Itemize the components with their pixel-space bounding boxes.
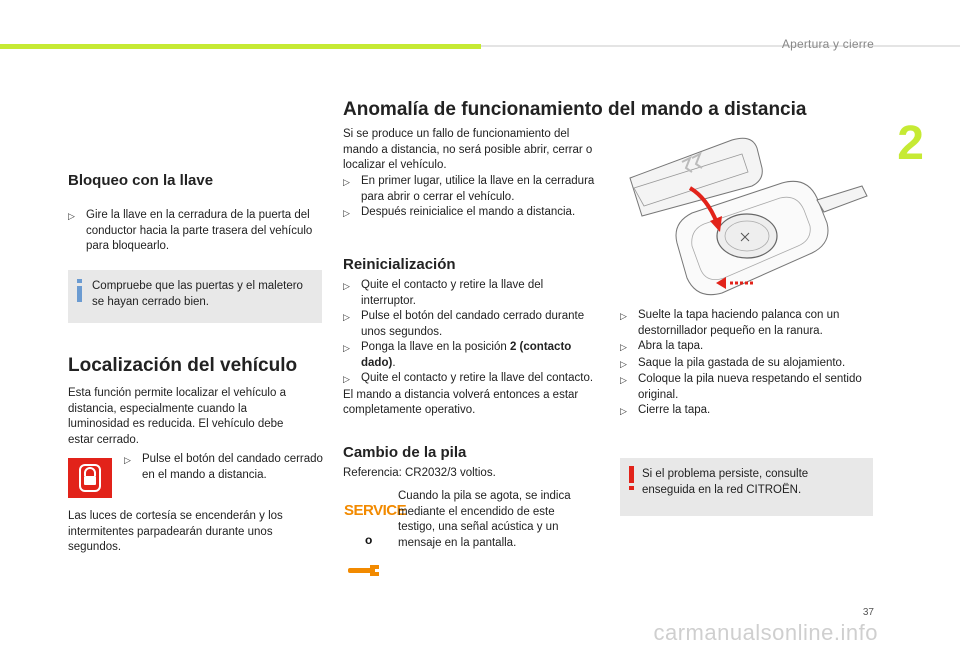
page-header-title: Apertura y cierre [781,37,874,51]
bullet-marker-icon: ▷ [343,177,350,187]
bullet-marker-icon: ▷ [124,455,131,465]
reset-outro: El mando a distancia volverá entonces a estar completamente operativo. [343,388,579,416]
list-item: ▷ Suelte la tapa haciendo palanca con un destornillador pequeño en la ranura. [620,308,870,339]
locate-bullet-text: Pulse el botón del candado cerrado en el mando a distancia. [142,453,323,481]
locate-title: Localización del vehículo [68,355,298,376]
warning-text: Si el problema persiste, consulte enseguida en la red CITROËN. [642,468,809,496]
header-rule [481,45,960,47]
warning-icon [629,466,634,490]
service-degree-icon: o [365,533,373,547]
bullet-marker-icon: ▷ [343,208,350,218]
list-item: ▷ Saque la pila gastada de su alojamiento. [620,356,870,373]
reset-bullets [343,278,595,419]
bullet-marker-icon: ▷ [620,375,627,385]
bullet-marker-icon: ▷ [620,342,627,352]
battery-steps [620,308,870,420]
list-item: ▷ Pulse el botón del candado cerrado durante unos segundos. [343,309,595,340]
info-text: Compruebe que las puertas y el maletero se hayan cerrado bien. [92,280,303,308]
locate-outro: Las luces de cortesía se encenderán y los intermitentes parpadearán durante unos segundos. [68,510,283,553]
header-accent-bar [0,44,481,49]
list-item: ▷ Quite el contacto y retire la llave del interruptor. [343,278,595,309]
list-item: ▷ Después reinicialice el mando a distancia. [343,205,601,222]
anomaly-bullets [343,174,601,222]
lock-key-bullet [68,208,326,255]
anomaly-title: Anomalía de funcionamiento del mando a distancia [343,99,807,120]
bullet-marker-icon: ▷ [343,374,350,384]
list-item: ▷ Ponga la llave en la posición 2 (contacto dado). [343,340,595,371]
battery-reference: Referencia: CR2032/3 voltios. [343,467,496,479]
key-battery-illustration [612,128,872,303]
warning-box [620,458,873,516]
bullet-marker-icon: ▷ [343,281,350,291]
wrench-icon [346,562,382,583]
locate-intro: Esta función permite localizar el vehículo a distancia, especialmente cuando la luminosidad es reducida. El vehículo debe estar cerrado. [68,387,286,446]
bullet-marker-icon: ▷ [620,358,627,369]
list-item: ▷ Abra la tapa. [620,339,870,356]
bullet-marker-icon: ▷ [68,211,75,221]
list-item: ▷ Quite el contacto y retire la llave del contacto. [343,371,595,388]
bullet-marker-icon: ▷ [620,406,627,416]
list-item: ▷ Cierre la tapa. [620,403,870,420]
info-icon [77,279,82,303]
bullet-marker-icon: ▷ [343,343,350,353]
bullet-marker-icon: ▷ [343,312,350,322]
lock-key-bullet-text: Gire la llave en la cerradura de la puerta del conductor hacia la parte trasera del vehículo para bloquearlo. [86,209,313,252]
lock-button-icon [68,458,112,498]
service-warning-icon: SERVICE [344,502,407,519]
locate-bullet [124,452,324,483]
info-box [68,270,322,323]
list-item: ▷ En primer lugar, utilice la llave en la cerradura para abrir o cerrar el vehículo. [343,174,601,205]
chapter-number: 2 [897,117,924,170]
battery-title: Cambio de la pila [343,444,467,461]
anomaly-intro: Si se produce un fallo de funcionamiento del mando a distancia, no será posible abrir, cerrar o localizar el vehículo. [343,128,593,171]
lock-key-title: Bloqueo con la llave [68,172,214,189]
reset-title: Reinicialización [343,256,456,273]
list-item: ▷ Coloque la pila nueva respetando el sentido original. [620,372,870,403]
bullet-marker-icon: ▷ [620,311,627,321]
service-text: Cuando la pila se agota, se indica mediante el encendido de este testigo, una señal acústica y un mensaje en la pantalla. [398,490,571,549]
page-number: 37 [862,607,874,618]
watermark: carmanualsonline.info [653,620,878,645]
